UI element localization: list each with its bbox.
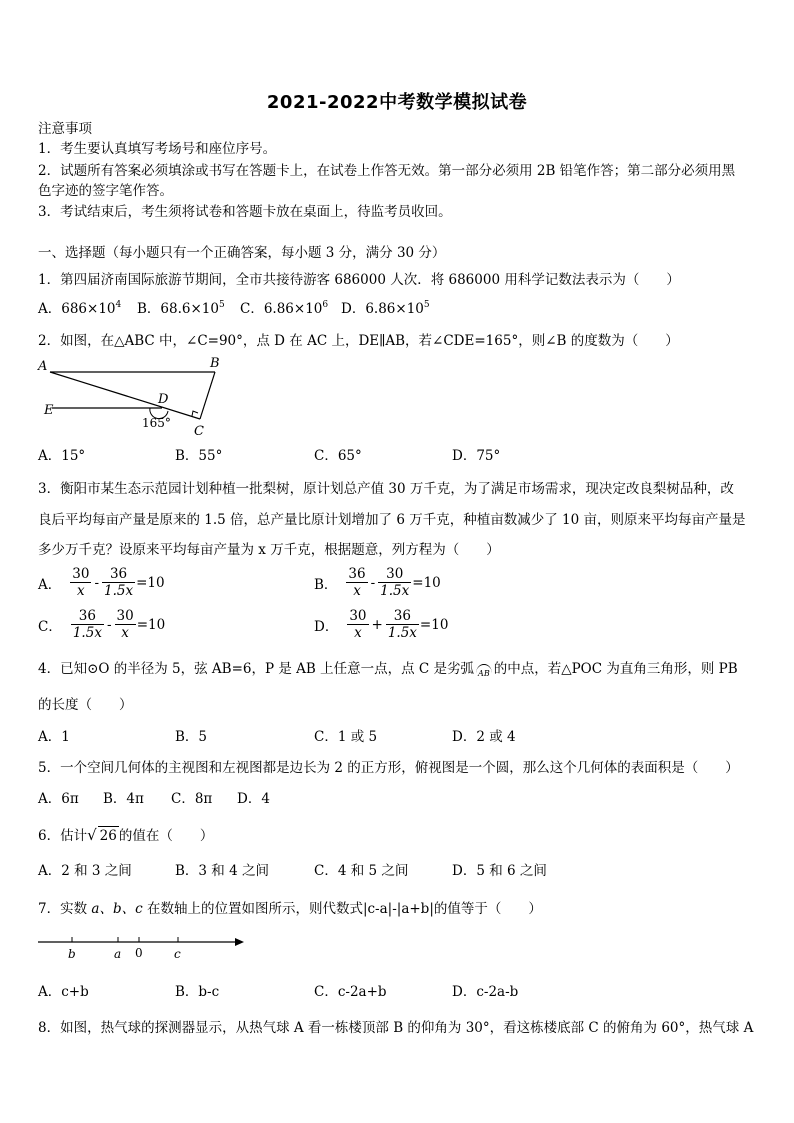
question-6-stem: 6．估计√ 26 的值在（ ） (38, 826, 214, 844)
note-2-cont: 色字迹的签字笔作答。 (38, 183, 173, 199)
question-3-option-b: B． $\frac{36}{x}$ - $\frac{30}{1.5x}$ =10 (314, 566, 441, 599)
option-d: D．c-2a-b (452, 984, 519, 1000)
note-2: 2．试题所有答案必须填涂或书写在答题卡上，在试卷上作答无效。第一部分必须用 2B 铅笔作答；第二部分必须用黑 (38, 163, 736, 179)
option-b: B．3 和 4 之间 (175, 863, 269, 879)
label-A: A (38, 359, 48, 374)
question-5-stem: 5．一个空间几何体的主视图和左视图都是边长为 2 的正方形，俯视图是一个圆，那么这个几何体的表面积是（ ） (38, 760, 739, 776)
option-b: B．5 (175, 729, 208, 745)
question-2-figure (36, 356, 220, 440)
question-8-stem: 8．如图，热气球的探测器显示，从热气球 A 看一栋楼顶部 B 的仰角为 30°，看这栋楼底部 C 的俯角为 60°，热气球 A (38, 1020, 754, 1036)
option-b: B．4π (103, 791, 144, 807)
option-a: A．15° (38, 448, 86, 464)
option-a: A．1 (38, 729, 70, 745)
point-c-label: c (174, 947, 181, 961)
option-c: C．4 和 5 之间 (314, 863, 409, 879)
label-D: D (158, 392, 169, 407)
point-b-label: b (68, 947, 76, 961)
option-b: B．$68.6\times 10^5$ (137, 300, 225, 317)
number-line-figure (36, 930, 248, 966)
label-B: B (210, 356, 220, 371)
option-d: D．75° (452, 448, 501, 464)
question-3-option-c: C． $\frac{36}{1.5x}$ - $\frac{30}{x}$ =10 (38, 608, 166, 641)
option-d: D．5 和 6 之间 (452, 863, 547, 879)
option-b: B．55° (175, 448, 223, 464)
question-3-stem-1: 3．衡阳市某生态示范园计划种植一批梨树，原计划总产值 30 万千克，为了满足市场需求，现决定改良梨树品种，改 (38, 481, 734, 497)
note-1: 1．考生要认真填写考场号和座位序号。 (38, 141, 277, 157)
question-2-stem: 2．如图，在△ABC 中，∠C=90°，点 D 在 AC 上，DE∥AB，若∠CDE=165°，则∠B 的度数为（ ） (38, 333, 679, 349)
option-d: D．$6.86\times 10^5$ (341, 300, 430, 317)
option-a: A．6π (38, 791, 79, 807)
question-1-stem: 1．第四届济南国际旅游节期间，全市共接待游客 686000 人次．将 686000 用科学记数法表示为（ ） (38, 272, 680, 288)
arc-ab: AB (476, 664, 492, 683)
origin-label: 0 (135, 946, 143, 960)
option-c: C．8π (171, 791, 213, 807)
option-b: B．b-c (175, 984, 220, 1000)
option-a: A．c+b (38, 984, 89, 1000)
sqrt-sign: √ (87, 826, 97, 844)
option-a: A．$686\times 10^4$ (38, 300, 122, 317)
note-3: 3．考试结束后，考生须将试卷和答题卡放在桌面上，待监考员收回。 (38, 204, 452, 220)
option-a: A．2 和 3 之间 (38, 863, 132, 879)
notes-heading: 注意事项 (38, 121, 92, 137)
option-c: C．c-2a+b (314, 984, 387, 1000)
question-3-stem-2: 良后平均每亩产量是原来的 1.5 倍，总产量比原计划增加了 6 万千克，种植亩数减少了 10 亩，则原来平均每亩产量是 (38, 512, 746, 528)
angle-label: 165° (142, 416, 171, 430)
option-c: C．65° (314, 448, 362, 464)
question-3-option-a: A． $\frac{30}{x}$ - $\frac{36}{1.5x}$ =10 (38, 566, 165, 599)
option-c: C．1 或 5 (314, 729, 378, 745)
question-3-option-d: D． $\frac{30}{x}$ + $\frac{36}{1.5x}$ =10 (314, 608, 449, 641)
radicand: 26 (99, 828, 117, 844)
question-7-stem: 7．实数 a、b、c 在数轴上的位置如图所示，则代数式|c-a|-|a+b|的值等于（ ） (38, 901, 542, 917)
label-E: E (44, 403, 54, 418)
option-d: D．2 或 4 (452, 729, 516, 745)
option-d: D．4 (237, 791, 270, 807)
question-4-stem: 4．已知⊙O 的半径为 5，弦 AB=6，P 是 AB 上任意一点，点 C 是劣弧 AB 的中点，若△POC 为直角三角形，则 PB (38, 660, 738, 683)
option-c: C．$6.86\times 10^6$ (240, 300, 329, 317)
exam-title: 2021-2022中考数学模拟试卷 (266, 92, 528, 113)
label-C: C (194, 424, 204, 439)
section-heading: 一、选择题（每小题只有一个正确答案，每小题 3 分，满分 30 分） (38, 245, 446, 261)
question-4-stem-2: 的长度（ ） (38, 697, 133, 713)
point-a-label: a (114, 947, 122, 961)
question-3-stem-3: 多少万千克？设原来平均每亩产量为 x 万千克，根据题意，列方程为（ ） (38, 542, 500, 558)
